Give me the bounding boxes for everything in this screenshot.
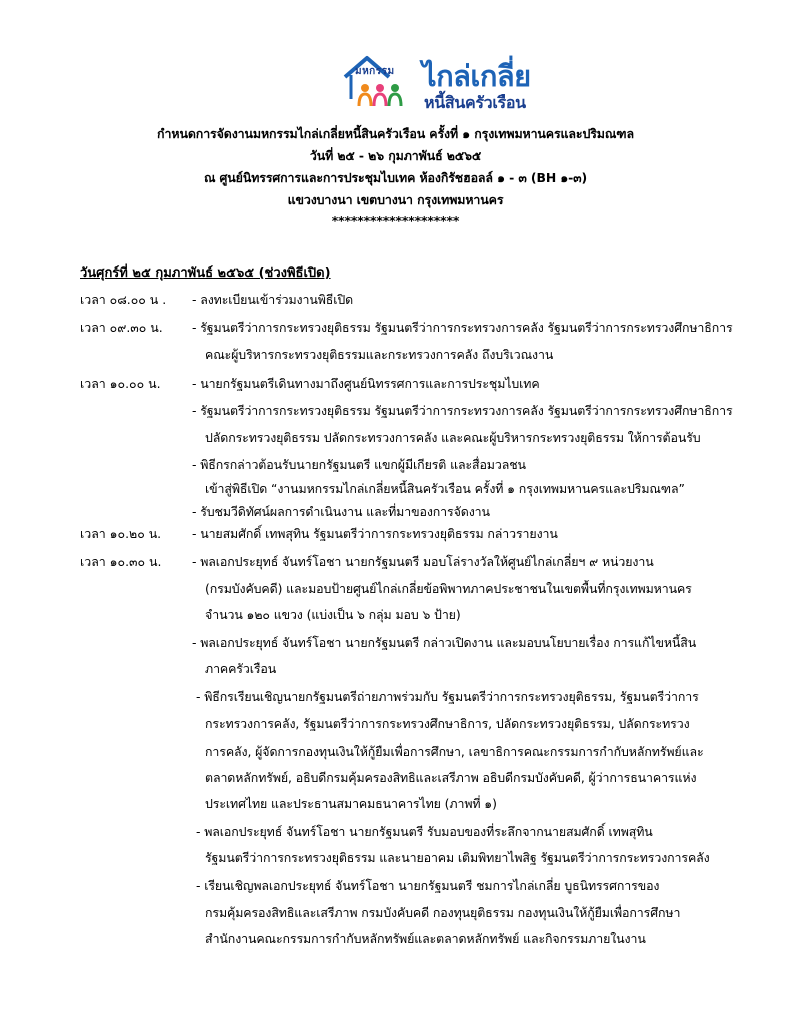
schedule-line: - นายสมศักดิ์ เทพสุทิน รัฐมนตรีว่าการกระทรวงยุติธรรม กล่าวรายงาน xyxy=(192,526,558,541)
time-label: เวลา ๐๘.๐๐ น . xyxy=(80,292,167,307)
schedule-line: ประเทศไทย และประธานสมาคมธนาคารไทย (ภาพที่ ๑) xyxy=(205,796,497,811)
header-venue: ณ ศูนย์นิทรรศการและการประชุมไบเทค ห้องกิรัชฮอลล์ ๑ - ๓ (BH ๑-๓) xyxy=(203,170,588,185)
header-date: วันที่ ๒๕ - ๒๖ กุมภาพันธ์ ๒๕๖๕ xyxy=(309,148,482,163)
event-logo xyxy=(343,55,573,117)
family-people-icon xyxy=(357,83,403,107)
schedule-line: (กรมบังคับคดี) และมอบป้ายศูนย์ไกล่เกลี่ยข้อพิพาทภาคประชาชนในเขตพื้นที่กรุงเทพมหานคร xyxy=(205,581,692,596)
logo-sub-text: หนี้สินครัวเรือน xyxy=(424,93,526,112)
day-heading: วันศุกร์ที่ ๒๕ กุมภาพันธ์ ๒๕๖๕ (ช่วงพิธีเปิด) xyxy=(80,266,331,281)
schedule-line: - รับชมวีดิทัศน์ผลการดำเนินงาน และที่มาของการจัดงาน xyxy=(192,504,490,519)
schedule-line: - ลงทะเบียนเข้าร่วมงานพิธีเปิด xyxy=(192,292,354,307)
schedule-line: - พลเอกประยุทธ์ จันทร์โอชา นายกรัฐมนตรี กล่าวเปิดงาน และมอบนโยบายเรื่อง การแก้ไขหนี้สิน xyxy=(192,635,697,650)
schedule-line: รัฐมนตรีว่าการกระทรวงยุติธรรม และนายอาคม เติมพิทยาไพสิฐ รัฐมนตรีว่าการกระทรวงการคลัง xyxy=(205,850,710,865)
time-label: เวลา ๐๙.๓๐ น. xyxy=(80,320,163,335)
schedule-line: - พลเอกประยุทธ์ จันทร์โอชา นายกรัฐมนตรี รับมอบของที่ระลึกจากนายสมศักดิ์ เทพสุทิน xyxy=(196,824,653,839)
schedule-line: จำนวน ๑๒๐ แขวง (แบ่งเป็น ๖ กลุ่ม มอบ ๖ ป้าย) xyxy=(205,607,461,622)
schedule-line: - พิธีกรเรียนเชิญนายกรัฐมนตรีถ่ายภาพร่วมกับ รัฐมนตรีว่าการกระทรวงยุติธรรม, รัฐมนตรีว่าการ xyxy=(196,689,699,704)
schedule-line: กรมคุ้มครองสิทธิและเสรีภาพ กรมบังคับคดี กองทุนยุติธรรม กองทุนเงินให้กู้ยืมเพื่อการศึกษา xyxy=(205,905,681,920)
schedule-line: ตลาดหลักทรัพย์, อธิบดีกรมคุ้มครองสิทธิและเสรีภาพ อธิบดีกรมบังคับคดี, ผู้ว่าการธนาคารแห่ง xyxy=(205,770,697,785)
schedule-line: - รัฐมนตรีว่าการกระทรวงยุติธรรม รัฐมนตรีว่าการกระทรวงการคลัง รัฐมนตรีว่าการกระทรวงศึกษาธิการ xyxy=(192,403,733,418)
logo-main-text: ไกล่เกลี่ย xyxy=(422,59,531,93)
schedule-line: กระทรวงการคลัง, รัฐมนตรีว่าการกระทรวงศึกษาธิการ, ปลัดกระทรวงยุติธรรม, ปลัดกระทรวง xyxy=(205,716,690,731)
time-label: เวลา ๑๐.๐๐ น. xyxy=(80,376,161,391)
schedule-line: เข้าสู่พิธีเปิด “งานมหกรรมไกล่เกลี่ยหนี้สินครัวเรือน ครั้งที่ ๑ กรุงเทพมหานครและปริมณฑล” xyxy=(205,481,685,496)
schedule-line: - รัฐมนตรีว่าการกระทรวงยุติธรรม รัฐมนตรีว่าการกระทรวงการคลัง รัฐมนตรีว่าการกระทรวงศึกษาธิการ xyxy=(192,320,733,335)
header-location: แขวงบางนา เขตบางนา กรุงเทพมหานคร xyxy=(287,192,504,207)
schedule-line: - เรียนเชิญพลเอกประยุทธ์ จันทร์โอชา นายกรัฐมนตรี ชมการไกล่เกลี่ย บูธนิทรรศการของ xyxy=(196,878,660,893)
schedule-line: คณะผู้บริหารกระทรวงยุติธรรมและกระทรวงการคลัง ถึงบริเวณงาน xyxy=(205,347,554,362)
schedule-line: การคลัง, ผู้จัดการกองทุนเงินให้กู้ยืมเพื่อการศึกษา, เลขาธิการคณะกรรมการกำกับหลักทรัพย์และ xyxy=(205,744,704,759)
schedule-line: ภาคครัวเรือน xyxy=(205,661,277,676)
schedule-line: - พิธีกรกล่าวต้อนรับนายกรัฐมนตรี แขกผู้มีเกียรติ และสื่อมวลชน xyxy=(192,457,526,472)
schedule-line: - พลเอกประยุทธ์ จันทร์โอชา นายกรัฐมนตรี มอบโล่รางวัลให้ศูนย์ไกล่เกลี่ยฯ ๙ หน่วยงาน xyxy=(192,554,654,569)
schedule-line: ปลัดกระทรวงยุติธรรม ปลัดกระทรวงการคลัง และคณะผู้บริหารกระทรวงยุติธรรม ให้การต้อนรับ xyxy=(205,430,701,445)
header-stars-divider: ******************** xyxy=(331,213,460,228)
time-label: เวลา ๑๐.๒๐ น. xyxy=(80,526,162,541)
time-label: เวลา ๑๐.๓๐ น. xyxy=(80,554,162,569)
logo-small-text: มหกรรม xyxy=(355,66,395,77)
schedule-line: - นายกรัฐมนตรีเดินทางมาถึงศูนย์นิทรรศการและการประชุมไบเทค xyxy=(192,376,540,391)
schedule-line: สำนักงานคณะกรรมการกำกับหลักทรัพย์และตลาดหลักทรัพย์ และกิจกรรมภายในงาน xyxy=(205,931,646,946)
header-title: กำหนดการจัดงานมหกรรมไกล่เกลี่ยหนี้สินครัวเรือน ครั้งที่ ๑ กรุงเทพมหานครและปริมณฑล xyxy=(157,126,634,141)
